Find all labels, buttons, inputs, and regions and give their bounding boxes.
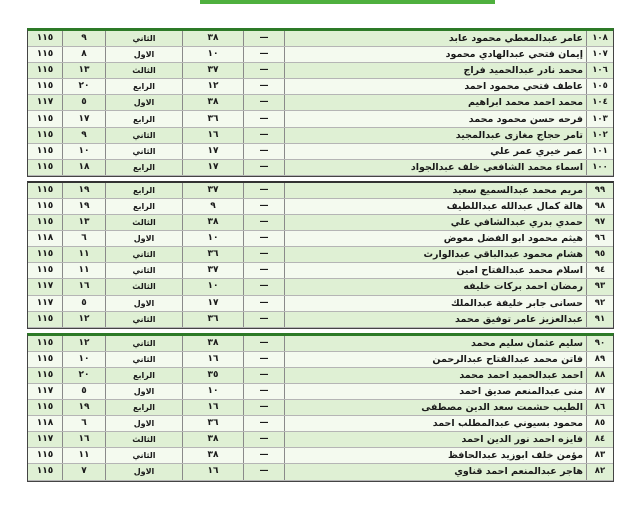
number-cell: ٩ [63, 127, 106, 143]
grade-cell: الثالث [106, 279, 183, 295]
number-cell: ١٠ [63, 143, 106, 159]
name-cell: هشام محمود عبدالباقي عبدالوارث [285, 247, 587, 263]
name-cell: عاطف فتحي محمود احمد [285, 79, 587, 95]
grade-cell: الثاني [106, 336, 183, 352]
dash-cell: — [244, 215, 285, 231]
grade-cell: الثالث [106, 432, 183, 448]
name-cell: عبدالعزيز عامر توفيق محمد [285, 311, 587, 327]
grade-cell: الرابع [106, 159, 183, 175]
dash-cell: — [244, 336, 285, 352]
roster-table [28, 183, 613, 328]
number-cell: ٥ [63, 383, 106, 399]
number-cell: ٢٠ [63, 79, 106, 95]
index-cell: ١٠٥ [587, 79, 614, 95]
age-cell: ٣٧ [183, 263, 244, 279]
table-row [28, 231, 613, 247]
number-cell: ١٢ [63, 311, 106, 327]
table-row [28, 159, 613, 175]
dash-cell: — [244, 416, 285, 432]
grade-cell: الرابع [106, 367, 183, 383]
score-cell: ١١٥ [28, 47, 63, 63]
name-cell: رمضان احمد بركات خليفه [285, 279, 587, 295]
roster-table [28, 336, 613, 481]
dash-cell: — [244, 464, 285, 480]
index-cell: ٩٥ [587, 247, 614, 263]
grade-cell: الثاني [106, 351, 183, 367]
name-cell: فايزه احمد نور الدين احمد [285, 432, 587, 448]
table-row [28, 336, 613, 352]
name-cell: حمدي بدري عبدالشافي علي [285, 215, 587, 231]
index-cell: ٨٩ [587, 351, 614, 367]
table-row [28, 279, 613, 295]
roster-sheet [27, 28, 614, 486]
name-cell: تامر حجاج مغازى عبدالمجيد [285, 127, 587, 143]
score-cell: ١١٨ [28, 416, 63, 432]
index-cell: ٨٥ [587, 416, 614, 432]
age-cell: ١٠ [183, 47, 244, 63]
age-cell: ٣٥ [183, 367, 244, 383]
dash-cell: — [244, 295, 285, 311]
index-cell: ٩١ [587, 311, 614, 327]
dash-cell: — [244, 198, 285, 214]
name-cell: إيمان فتحي عبدالهادي محمود [285, 47, 587, 63]
index-cell: ٩٧ [587, 215, 614, 231]
grade-cell: الثاني [106, 311, 183, 327]
table-row [28, 79, 613, 95]
name-cell: فاتن محمد عبدالفتاح عبدالرحمن [285, 351, 587, 367]
grade-cell: الاول [106, 95, 183, 111]
index-cell: ٨٦ [587, 400, 614, 416]
table-row [28, 95, 613, 111]
name-cell: مريم محمد عبدالسميع سعيد [285, 183, 587, 199]
table-row [28, 63, 613, 79]
number-cell: ٧ [63, 464, 106, 480]
grade-cell: الثاني [106, 448, 183, 464]
age-cell: ١٧ [183, 143, 244, 159]
name-cell: الطيب حشمت سعد الدين مصطفى [285, 400, 587, 416]
dash-cell: — [244, 47, 285, 63]
grade-cell: الرابع [106, 79, 183, 95]
grade-cell: الرابع [106, 198, 183, 214]
table-row [28, 351, 613, 367]
table-row [28, 198, 613, 214]
name-cell: فرحه حسن محمود محمد [285, 111, 587, 127]
grade-cell: الاول [106, 47, 183, 63]
number-cell: ١١ [63, 263, 106, 279]
number-cell: ٢٠ [63, 367, 106, 383]
name-cell: هيثم محمود ابو الفضل معوض [285, 231, 587, 247]
table-row [28, 432, 613, 448]
dash-cell: — [244, 311, 285, 327]
score-cell: ١١٥ [28, 63, 63, 79]
grade-cell: الرابع [106, 183, 183, 199]
age-cell: ٣٦ [183, 416, 244, 432]
score-cell: ١١٥ [28, 336, 63, 352]
score-cell: ١١٥ [28, 464, 63, 480]
number-cell: ١٢ [63, 336, 106, 352]
age-cell: ٩ [183, 198, 244, 214]
age-cell: ١٦ [183, 464, 244, 480]
index-cell: ١٠٢ [587, 127, 614, 143]
index-cell: ١٠١ [587, 143, 614, 159]
roster-block-1 [27, 28, 614, 177]
dash-cell: — [244, 63, 285, 79]
number-cell: ١٩ [63, 400, 106, 416]
index-cell: ٨٢ [587, 464, 614, 480]
number-cell: ١٠ [63, 351, 106, 367]
grade-cell: الثاني [106, 247, 183, 263]
score-cell: ١١٥ [28, 143, 63, 159]
table-row [28, 183, 613, 199]
age-cell: ٣٨ [183, 95, 244, 111]
name-cell: سليم عثمان سليم محمد [285, 336, 587, 352]
index-cell: ٩٦ [587, 231, 614, 247]
number-cell: ١٨ [63, 159, 106, 175]
grade-cell: الاول [106, 231, 183, 247]
index-cell: ٩٣ [587, 279, 614, 295]
name-cell: عامر عبدالمعطي محمود عابد [285, 31, 587, 47]
age-cell: ١٦ [183, 351, 244, 367]
grade-cell: الاول [106, 464, 183, 480]
index-cell: ٩٨ [587, 198, 614, 214]
index-cell: ١٠٣ [587, 111, 614, 127]
grade-cell: الاول [106, 416, 183, 432]
number-cell: ١٩ [63, 183, 106, 199]
index-cell: ١٠٨ [587, 31, 614, 47]
grade-cell: الرابع [106, 111, 183, 127]
score-cell: ١١٧ [28, 95, 63, 111]
roster-block-3 [27, 333, 614, 482]
age-cell: ٣٧ [183, 63, 244, 79]
grade-cell: الرابع [106, 400, 183, 416]
index-cell: ٩٢ [587, 295, 614, 311]
name-cell: محمد نادر عبدالحميد فراج [285, 63, 587, 79]
dash-cell: — [244, 95, 285, 111]
table-row [28, 143, 613, 159]
dash-cell: — [244, 367, 285, 383]
number-cell: ١٩ [63, 198, 106, 214]
age-cell: ٣٦ [183, 247, 244, 263]
score-cell: ١١٥ [28, 111, 63, 127]
grade-cell: الثاني [106, 127, 183, 143]
index-cell: ٨٤ [587, 432, 614, 448]
grade-cell: الثاني [106, 143, 183, 159]
roster-table [28, 31, 613, 176]
dash-cell: — [244, 247, 285, 263]
score-cell: ١١٥ [28, 183, 63, 199]
age-cell: ١٦ [183, 400, 244, 416]
number-cell: ٨ [63, 47, 106, 63]
grade-cell: الثاني [106, 31, 183, 47]
number-cell: ١٦ [63, 279, 106, 295]
age-cell: ٣٦ [183, 111, 244, 127]
roster-block-2 [27, 181, 614, 329]
dash-cell: — [244, 127, 285, 143]
dash-cell: — [244, 31, 285, 47]
name-cell: هاجر عبدالمنعم احمد قناوي [285, 464, 587, 480]
age-cell: ٣٨ [183, 31, 244, 47]
table-row [28, 400, 613, 416]
table-row [28, 263, 613, 279]
score-cell: ١١٨ [28, 231, 63, 247]
top-accent-bar [200, 0, 495, 4]
score-cell: ١١٥ [28, 215, 63, 231]
age-cell: ١٧ [183, 295, 244, 311]
number-cell: ٦ [63, 416, 106, 432]
index-cell: ٨٧ [587, 383, 614, 399]
table-row [28, 47, 613, 63]
index-cell: ٨٣ [587, 448, 614, 464]
index-cell: ٩٩ [587, 183, 614, 199]
number-cell: ١١ [63, 247, 106, 263]
table-row [28, 31, 613, 47]
age-cell: ٣٦ [183, 311, 244, 327]
number-cell: ٥ [63, 295, 106, 311]
dash-cell: — [244, 79, 285, 95]
score-cell: ١١٧ [28, 295, 63, 311]
table-row [28, 311, 613, 327]
dash-cell: — [244, 383, 285, 399]
name-cell: حسانى جابر خليفة عبدالملك [285, 295, 587, 311]
index-cell: ١٠٤ [587, 95, 614, 111]
score-cell: ١١٥ [28, 159, 63, 175]
name-cell: عمر خيري عمر علي [285, 143, 587, 159]
grade-cell: الاول [106, 383, 183, 399]
age-cell: ٣٨ [183, 432, 244, 448]
age-cell: ١٦ [183, 127, 244, 143]
age-cell: ١٢ [183, 79, 244, 95]
score-cell: ١١٥ [28, 198, 63, 214]
table-row [28, 448, 613, 464]
table-row [28, 127, 613, 143]
number-cell: ١١ [63, 448, 106, 464]
name-cell: منى عبدالمنعم صديق احمد [285, 383, 587, 399]
score-cell: ١١٥ [28, 367, 63, 383]
score-cell: ١١٧ [28, 279, 63, 295]
index-cell: ٩٤ [587, 263, 614, 279]
index-cell: ١٠٦ [587, 63, 614, 79]
dash-cell: — [244, 279, 285, 295]
table-row [28, 215, 613, 231]
dash-cell: — [244, 448, 285, 464]
grade-cell: الثالث [106, 63, 183, 79]
age-cell: ٣٨ [183, 215, 244, 231]
number-cell: ٦ [63, 231, 106, 247]
score-cell: ١١٥ [28, 263, 63, 279]
table-row [28, 367, 613, 383]
age-cell: ١٧ [183, 159, 244, 175]
name-cell: مؤمن خلف ابوزيد عبدالحافظ [285, 448, 587, 464]
score-cell: ١١٧ [28, 383, 63, 399]
name-cell: محمود بسيوني عبدالمطلب احمد [285, 416, 587, 432]
grade-cell: الثالث [106, 215, 183, 231]
score-cell: ١١٧ [28, 432, 63, 448]
score-cell: ١١٥ [28, 448, 63, 464]
number-cell: ١٣ [63, 215, 106, 231]
age-cell: ٣٧ [183, 183, 244, 199]
grade-cell: الاول [106, 295, 183, 311]
dash-cell: — [244, 183, 285, 199]
table-row [28, 464, 613, 480]
table-row [28, 111, 613, 127]
table-row [28, 295, 613, 311]
grade-cell: الثاني [106, 263, 183, 279]
number-cell: ١٦ [63, 432, 106, 448]
number-cell: ١٣ [63, 63, 106, 79]
score-cell: ١١٥ [28, 247, 63, 263]
number-cell: ٥ [63, 95, 106, 111]
table-row [28, 383, 613, 399]
age-cell: ١٠ [183, 231, 244, 247]
index-cell: ٩٠ [587, 336, 614, 352]
table-row [28, 247, 613, 263]
dash-cell: — [244, 263, 285, 279]
name-cell: محمد احمد محمد ابراهيم [285, 95, 587, 111]
index-cell: ٨٨ [587, 367, 614, 383]
age-cell: ١٠ [183, 279, 244, 295]
name-cell: اسلام محمد عبدالفتاح امين [285, 263, 587, 279]
score-cell: ١١٥ [28, 31, 63, 47]
dash-cell: — [244, 351, 285, 367]
dash-cell: — [244, 231, 285, 247]
age-cell: ٣٨ [183, 336, 244, 352]
age-cell: ١٠ [183, 383, 244, 399]
dash-cell: — [244, 432, 285, 448]
age-cell: ٣٨ [183, 448, 244, 464]
name-cell: اسماء محمد الشافعي خلف عبدالجواد [285, 159, 587, 175]
number-cell: ٩ [63, 31, 106, 47]
score-cell: ١١٥ [28, 351, 63, 367]
score-cell: ١١٥ [28, 127, 63, 143]
score-cell: ١١٥ [28, 311, 63, 327]
dash-cell: — [244, 159, 285, 175]
dash-cell: — [244, 400, 285, 416]
name-cell: احمد عبدالحميد احمد محمد [285, 367, 587, 383]
name-cell: هالة كمال عبدالله عبداللطيف [285, 198, 587, 214]
index-cell: ١٠٧ [587, 47, 614, 63]
score-cell: ١١٥ [28, 79, 63, 95]
dash-cell: — [244, 111, 285, 127]
index-cell: ١٠٠ [587, 159, 614, 175]
number-cell: ١٧ [63, 111, 106, 127]
score-cell: ١١٥ [28, 400, 63, 416]
dash-cell: — [244, 143, 285, 159]
table-row [28, 416, 613, 432]
